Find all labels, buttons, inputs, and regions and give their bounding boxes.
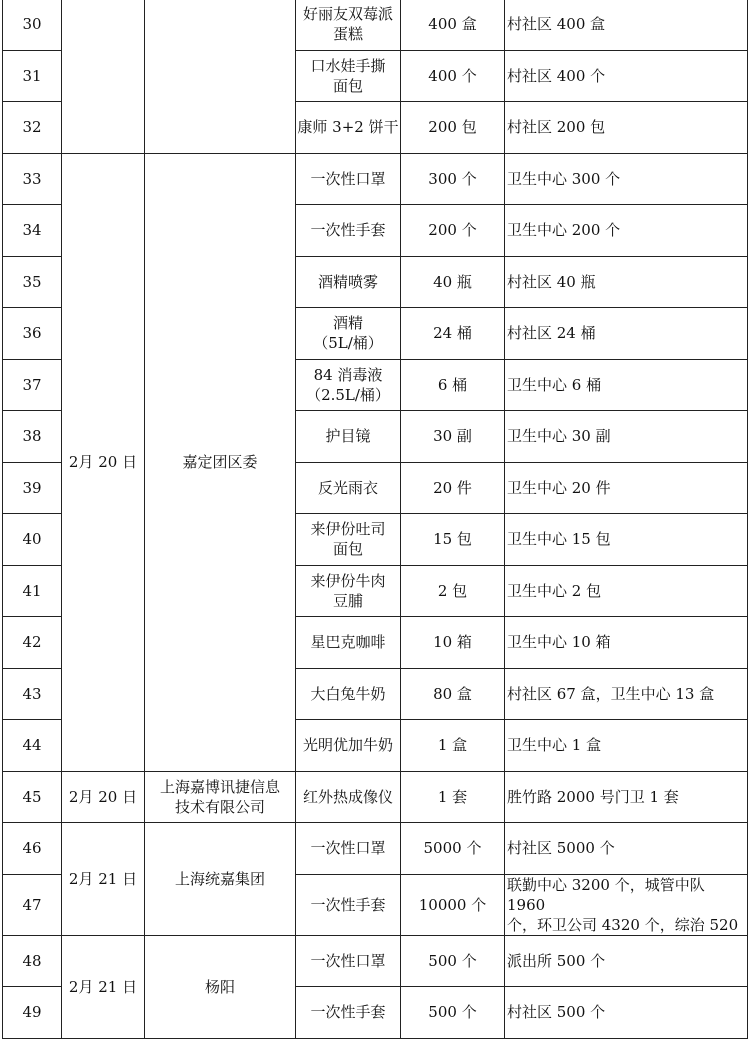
row-number: 39 (3, 462, 62, 514)
donor-cell: 上海统嘉集团 (145, 823, 296, 936)
quantity: 24 桶 (401, 308, 505, 360)
table-row (3, 823, 748, 875)
destination: 胜竹路 2000 号门卫 1 套 (505, 771, 748, 823)
item-name: 一次性手套 (296, 205, 401, 257)
date-cell-empty (62, 0, 145, 153)
item-name: 护目镜 (296, 411, 401, 463)
item-name: 一次性口罩 (296, 935, 401, 987)
donor-cell: 杨阳 (145, 935, 296, 1038)
table-row (3, 935, 748, 987)
row-number: 45 (3, 771, 62, 823)
quantity: 500 个 (401, 935, 505, 987)
donor-cell: 嘉定团区委 (145, 153, 296, 771)
item-name: 红外热成像仪 (296, 771, 401, 823)
quantity: 10 箱 (401, 617, 505, 669)
destination: 卫生中心 300 个 (505, 153, 748, 205)
item-name: 星巴克咖啡 (296, 617, 401, 669)
destination: 村社区 200 包 (505, 102, 748, 154)
quantity: 200 个 (401, 205, 505, 257)
destination: 卫生中心 20 件 (505, 462, 748, 514)
quantity: 40 瓶 (401, 256, 505, 308)
destination: 村社区 40 瓶 (505, 256, 748, 308)
date-cell: 2月 20 日 (62, 153, 145, 771)
row-number: 48 (3, 935, 62, 987)
destination: 村社区 400 个 (505, 50, 748, 102)
item-name: 一次性手套 (296, 874, 401, 935)
quantity: 10000 个 (401, 874, 505, 935)
row-number: 31 (3, 50, 62, 102)
quantity: 300 个 (401, 153, 505, 205)
row-number: 46 (3, 823, 62, 875)
donation-table (2, 0, 748, 1039)
quantity: 200 包 (401, 102, 505, 154)
date-cell: 2月 20 日 (62, 771, 145, 823)
destination: 派出所 500 个 (505, 935, 748, 987)
row-number: 37 (3, 359, 62, 411)
destination: 村社区 500 个 (505, 987, 748, 1039)
row-number: 33 (3, 153, 62, 205)
destination: 卫生中心 200 个 (505, 205, 748, 257)
quantity: 30 副 (401, 411, 505, 463)
destination: 卫生中心 2 包 (505, 565, 748, 617)
date-cell: 2月 21 日 (62, 935, 145, 1038)
destination: 卫生中心 10 箱 (505, 617, 748, 669)
donor-cell: 上海嘉博讯捷信息 技术有限公司 (145, 771, 296, 823)
row-number: 40 (3, 514, 62, 566)
row-number: 44 (3, 720, 62, 772)
item-name: 口水娃手撕 面包 (296, 50, 401, 102)
donor-cell-empty (145, 0, 296, 153)
item-name: 好丽友双莓派 蛋糕 (296, 0, 401, 50)
item-name: 酒精喷雾 (296, 256, 401, 308)
quantity: 6 桶 (401, 359, 505, 411)
destination: 卫生中心 30 副 (505, 411, 748, 463)
quantity: 20 件 (401, 462, 505, 514)
date-cell: 2月 21 日 (62, 823, 145, 936)
item-name: 84 消毒液 （2.5L/桶） (296, 359, 401, 411)
destination: 卫生中心 1 盒 (505, 720, 748, 772)
destination: 村社区 5000 个 (505, 823, 748, 875)
quantity: 15 包 (401, 514, 505, 566)
row-number: 38 (3, 411, 62, 463)
row-number: 36 (3, 308, 62, 360)
destination: 联勤中心 3200 个，城管中队 1960 个，环卫公司 4320 个，综治 520 (505, 874, 748, 935)
row-number: 30 (3, 0, 62, 50)
destination: 村社区 400 盒 (505, 0, 748, 50)
row-number: 42 (3, 617, 62, 669)
destination: 卫生中心 6 桶 (505, 359, 748, 411)
quantity: 80 盒 (401, 668, 505, 720)
item-name: 一次性口罩 (296, 153, 401, 205)
item-name: 来伊份牛肉 豆脯 (296, 565, 401, 617)
item-name: 光明优加牛奶 (296, 720, 401, 772)
row-number: 49 (3, 987, 62, 1039)
quantity: 1 套 (401, 771, 505, 823)
quantity: 2 包 (401, 565, 505, 617)
quantity: 400 盒 (401, 0, 505, 50)
quantity: 500 个 (401, 987, 505, 1039)
item-name: 一次性手套 (296, 987, 401, 1039)
item-name: 大白兔牛奶 (296, 668, 401, 720)
row-number: 43 (3, 668, 62, 720)
row-number: 47 (3, 874, 62, 935)
destination: 村社区 24 桶 (505, 308, 748, 360)
row-number: 32 (3, 102, 62, 154)
item-name: 酒精 （5L/桶） (296, 308, 401, 360)
quantity: 400 个 (401, 50, 505, 102)
table-row (3, 0, 748, 50)
row-number: 35 (3, 256, 62, 308)
item-name: 来伊份吐司 面包 (296, 514, 401, 566)
table-row (3, 771, 748, 823)
item-name: 康师 3+2 饼干 (296, 102, 401, 154)
item-name: 反光雨衣 (296, 462, 401, 514)
quantity: 5000 个 (401, 823, 505, 875)
destination: 村社区 67 盒，卫生中心 13 盒 (505, 668, 748, 720)
item-name: 一次性口罩 (296, 823, 401, 875)
table-row (3, 153, 748, 205)
quantity: 1 盒 (401, 720, 505, 772)
row-number: 41 (3, 565, 62, 617)
destination: 卫生中心 15 包 (505, 514, 748, 566)
row-number: 34 (3, 205, 62, 257)
